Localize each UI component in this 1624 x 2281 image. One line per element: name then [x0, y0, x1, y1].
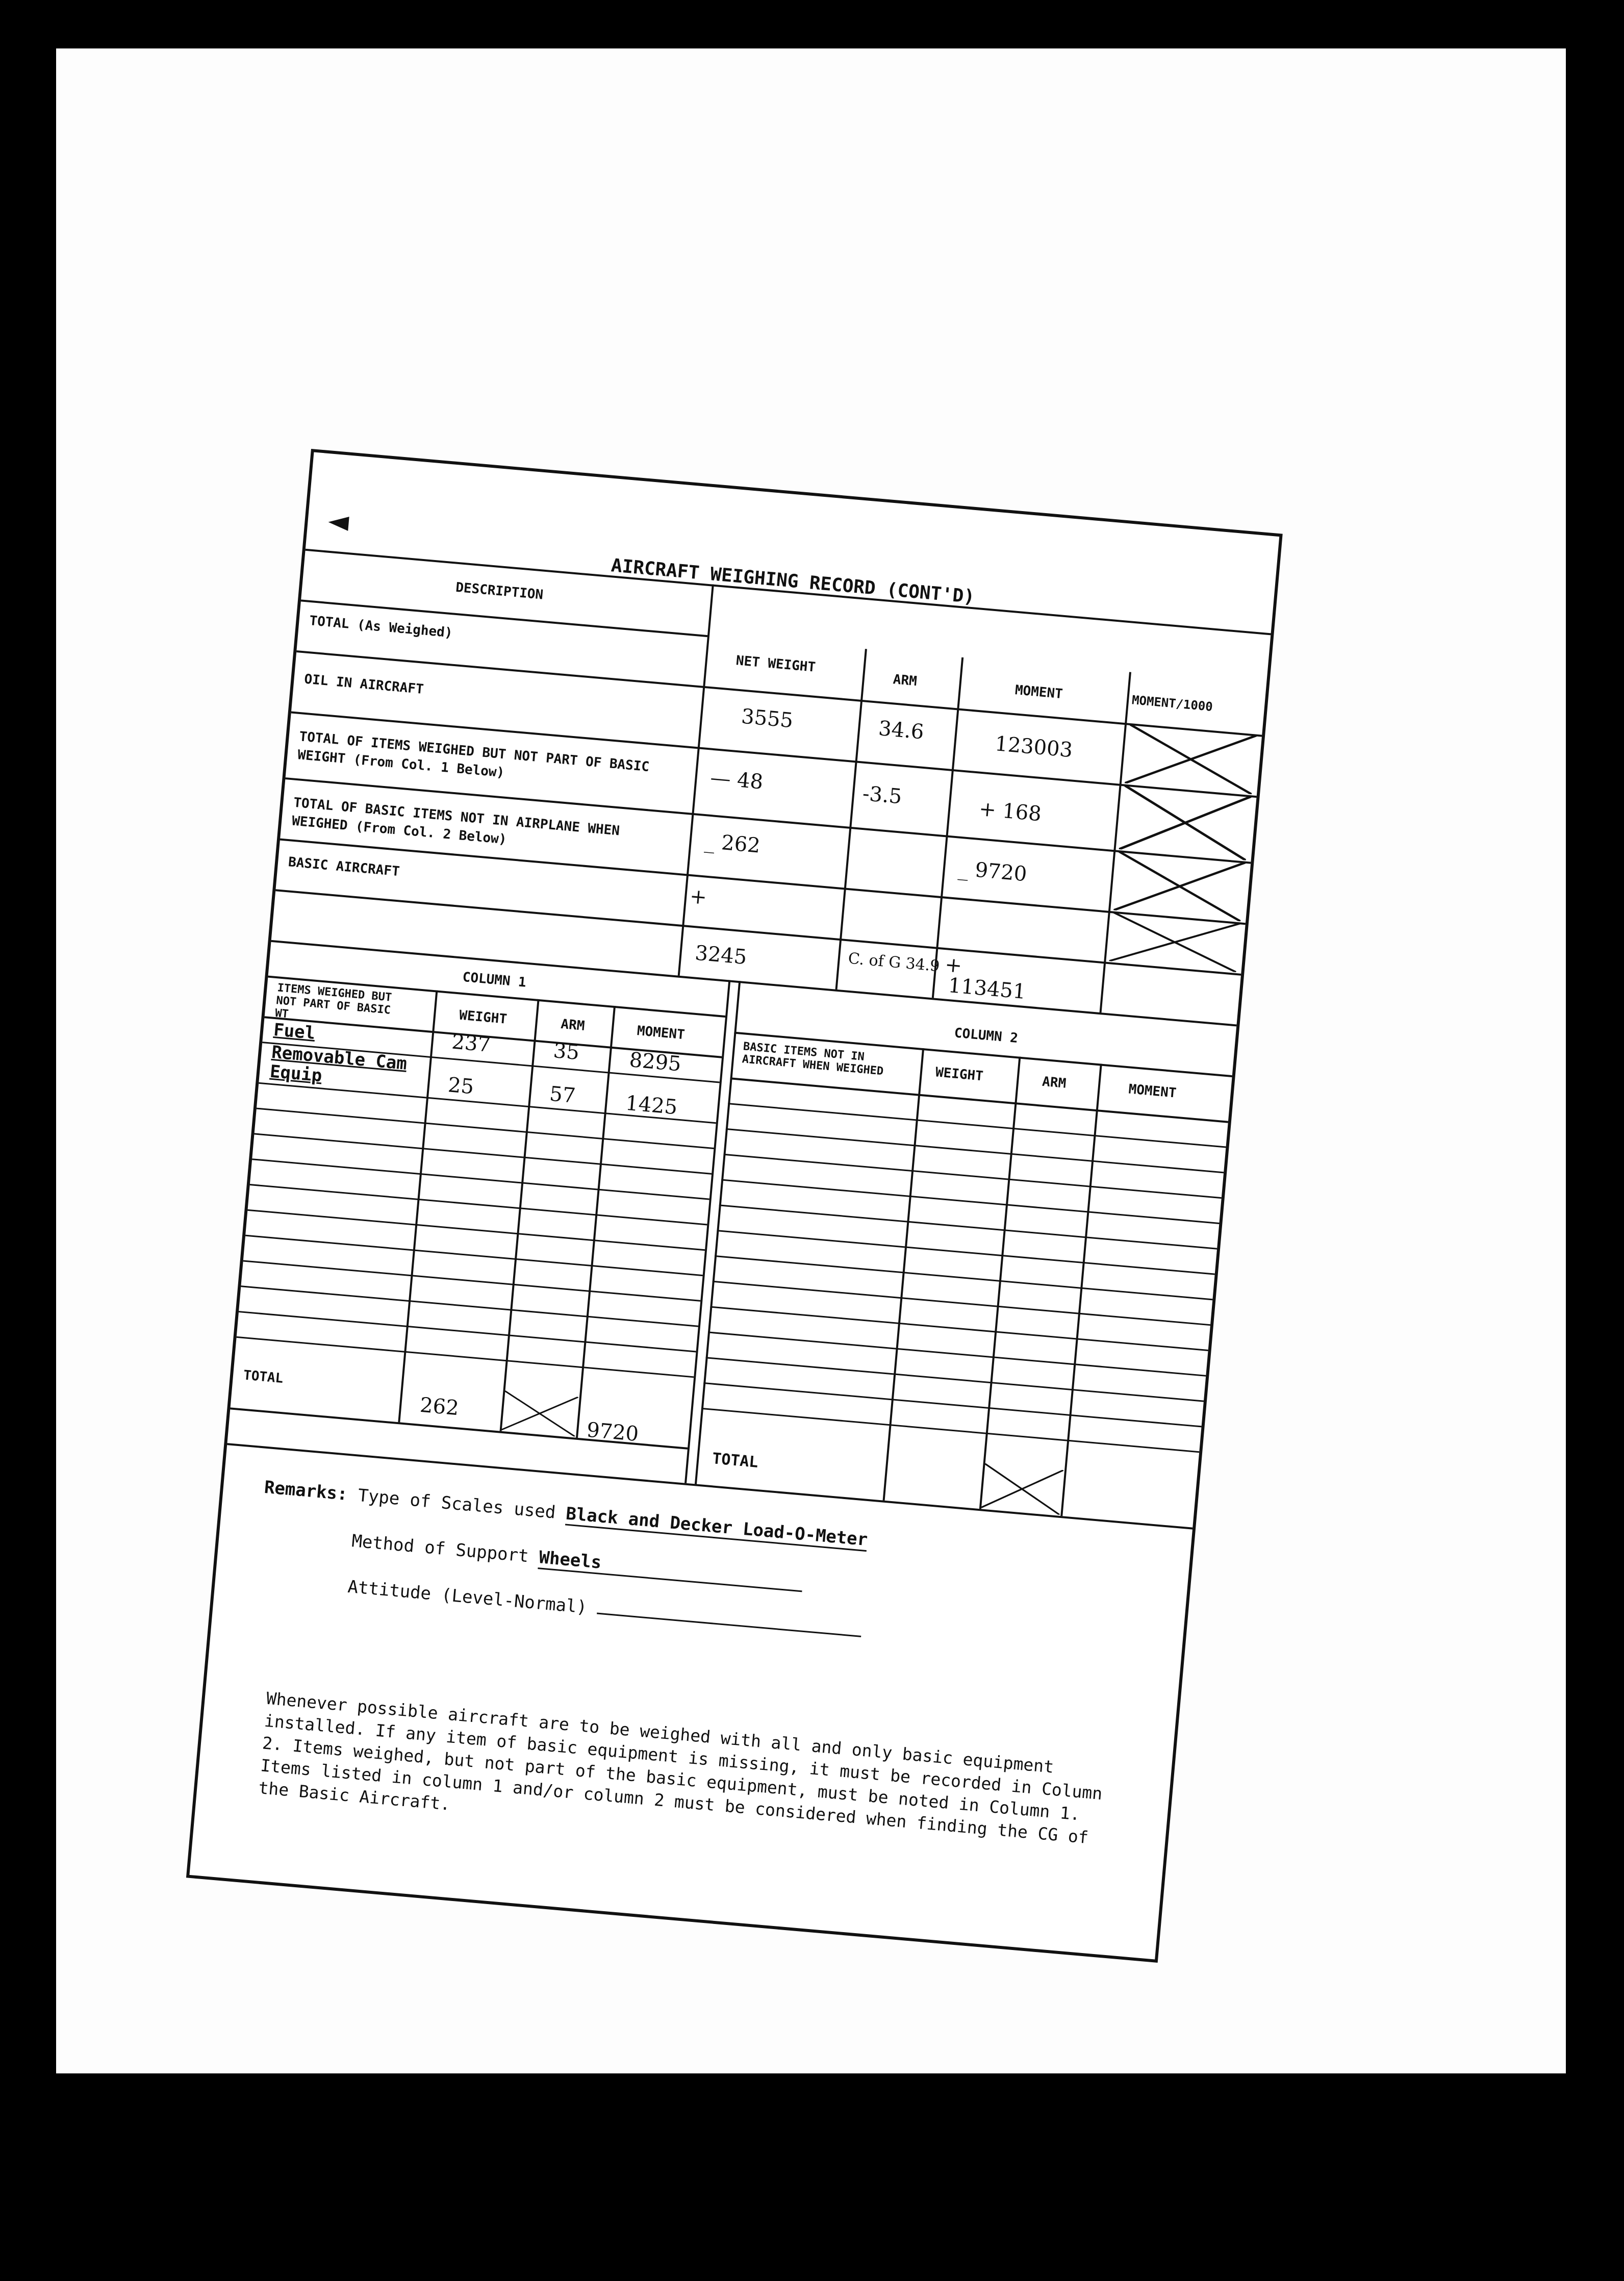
basic-aircraft-moment: 113451 [947, 973, 1027, 1004]
col1-item-2: Removable Cam Equip [269, 1042, 408, 1086]
scales-label: Type of Scales used [357, 1485, 556, 1523]
header-arm: ARM [892, 672, 918, 690]
support-label: Method of Support [350, 1531, 530, 1567]
col1-item-1-arm: 35 [552, 1038, 580, 1065]
col2-header-weight: WEIGHT [934, 1065, 984, 1084]
row-oil-arm: 34.6 [877, 717, 925, 744]
row-basic-aircraft-label: BASIC AIRCRAFT [287, 854, 400, 880]
header-net-weight: NET WEIGHT [735, 653, 817, 675]
col1-item-2-moment: 1425 [624, 1091, 678, 1120]
col2-header-items: BASIC ITEMS NOT IN AIRCRAFT WHEN WEIGHED [741, 1040, 884, 1078]
col1-item-1-moment: 8295 [628, 1048, 682, 1076]
attitude-label: Attitude (Level-Normal) [347, 1576, 588, 1618]
col1-item-2-arm: 57 [548, 1082, 577, 1108]
instructions-text: Whenever possible aircraft are to be weighed with all and only basic equipment installed. If any item of basic equipment is missing, it must be recorded in Column 2. Items weighed, but not part of the basic equipment, must be noted in Column 1. Items listed in column 1 and/or column 2 must be considered when finding the CG of the Basic Aircraft. [258, 1688, 1103, 1848]
col1-item-1-weight: 237 [450, 1030, 492, 1057]
header-description: DESCRIPTION [455, 579, 544, 603]
col2-header-moment: MOMENT [1128, 1081, 1177, 1101]
crossed-box [1113, 851, 1246, 921]
col2-total-label: TOTAL [711, 1450, 759, 1472]
corner-arrow-icon [327, 515, 349, 531]
row-oil-label: OIL IN AIRCRAFT [303, 671, 424, 697]
row-total-as-weighed: TOTAL (As Weighed) [309, 613, 453, 641]
row-items-weighed-moment: + 168 [978, 797, 1043, 826]
row-basic-items-label: TOTAL OF BASIC ITEMS NOT IN AIRPLANE WHEN WEIGHED (From Col. 2 Below) [291, 795, 621, 848]
crossed-box [501, 1390, 578, 1436]
col1-item-2-weight: 25 [447, 1073, 475, 1099]
support-value: Wheels [538, 1547, 804, 1592]
col1-header-arm: ARM [560, 1017, 586, 1034]
weighing-record-form [186, 449, 1283, 1963]
row-basic-items-moment: _ 9720 [957, 856, 1028, 886]
row-oil-weight: 3555 [740, 704, 794, 733]
crossed-box [980, 1463, 1063, 1515]
remarks-label: Remarks: [263, 1477, 349, 1505]
scales-value: Black and Decker Load-O-Meter [565, 1504, 869, 1552]
row-items-weighed-arm: -3.5 [861, 781, 903, 809]
crossed-box [1109, 913, 1240, 972]
col1-total-weight: 262 [419, 1393, 460, 1421]
row-items-weighed-weight: — 48 [709, 766, 765, 794]
crossed-box [1119, 785, 1252, 860]
header-moment-1000: MOMENT/1000 [1131, 693, 1213, 714]
attitude-value [597, 1613, 861, 1637]
row-items-weighed-label: TOTAL OF ITEMS WEIGHED BUT NOT PART OF BASIC WEIGHT (From Col. 1 Below) [297, 729, 650, 781]
basic-aircraft-weight: 3245 [694, 941, 748, 970]
column-2-title: COLUMN 2 [953, 1025, 1019, 1047]
row-oil-moment: 123003 [994, 732, 1074, 763]
col1-header-weight: WEIGHT [459, 1007, 508, 1027]
col1-item-1: Fuel [272, 1020, 316, 1044]
form-title: AIRCRAFT WEIGHING RECORD (CONT'D) [610, 555, 976, 608]
column-1-title: COLUMN 1 [462, 969, 527, 991]
col2-header-arm: ARM [1042, 1074, 1067, 1092]
basic-aircraft-cg: C. of G 34.9 [847, 949, 941, 976]
row-basic-aircraft-weight-sign: + [689, 884, 708, 909]
col1-header-items: ITEMS WEIGHED BUT NOT PART OF BASIC WT [274, 981, 393, 1021]
header-moment: MOMENT [1014, 682, 1063, 702]
crossed-box [1125, 724, 1257, 794]
row-basic-aircraft-moment-sign: + [944, 953, 963, 978]
col1-total-moment: 9720 [586, 1418, 640, 1447]
col1-header-moment: MOMENT [636, 1023, 686, 1043]
col1-total-label: TOTAL [242, 1367, 284, 1387]
row-basic-items-weight: _ 262 [703, 829, 762, 858]
